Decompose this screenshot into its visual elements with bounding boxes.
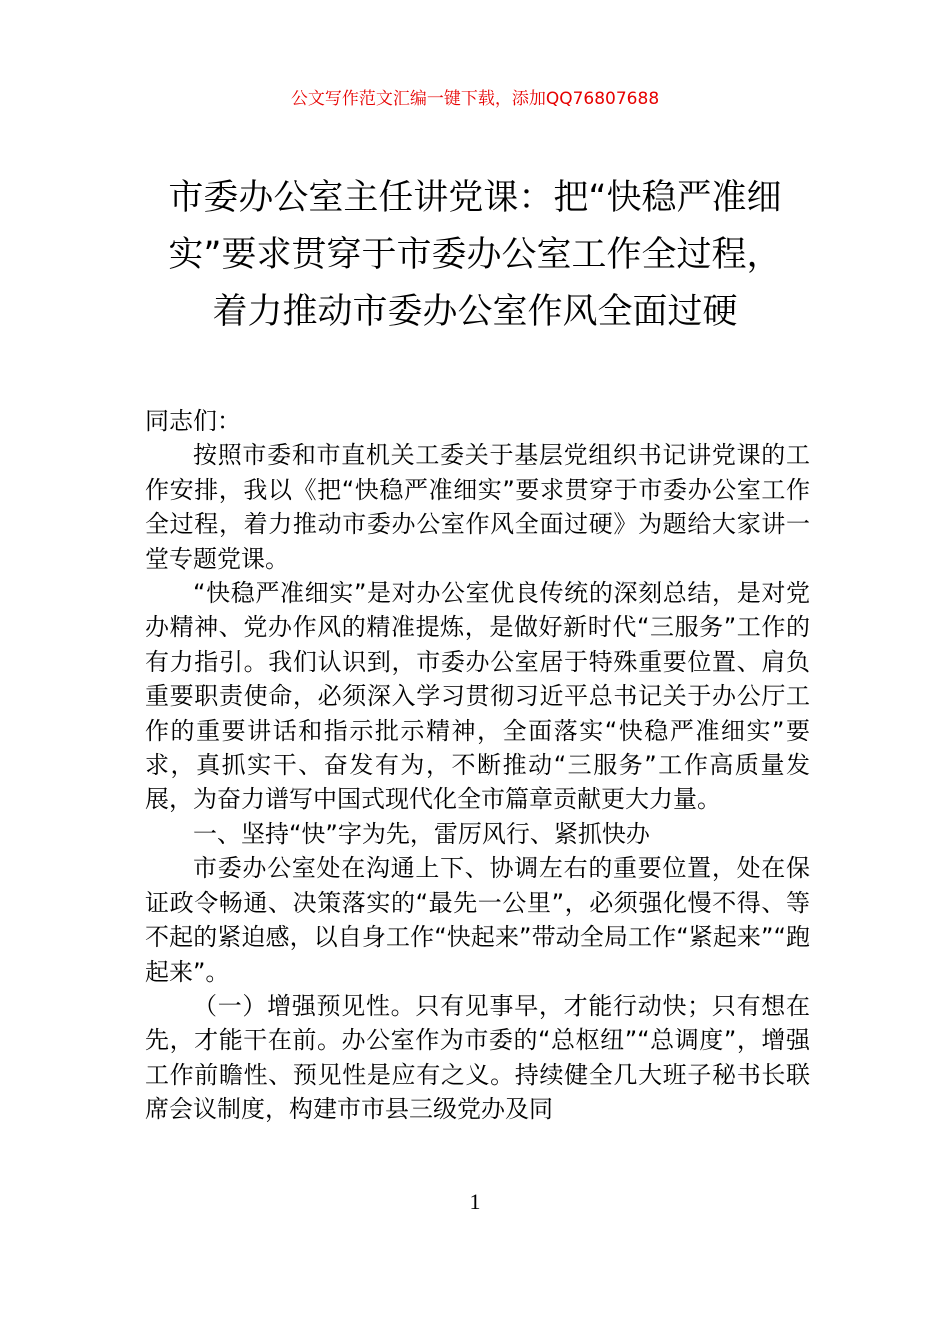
paragraph: （一）增强预见性。只有见事早，才能行动快；只有想在先，才能干在前。办公室作为市委的“总枢纽”“总调度”，增强工作前瞻性、预见性是应有之义。持续健全几大班子秘书长联席会议制度，构建市市县三级党办及同 [145, 991, 810, 1124]
paragraph: 按照市委和市直机关工委关于基层党组织书记讲党课的工作安排，我以《把“快稳严准细实”要求贯穿于市委办公室工作全过程，着力推动市委办公室作风全面过硬》为题给大家讲一堂专题党课。 [145, 441, 810, 573]
section-heading: 一、坚持“快”字为先，雷厉风行、紧抓快办 [193, 819, 650, 848]
document-title [120, 170, 830, 341]
title-line: 实”要求贯穿于市委办公室工作全过程， [168, 235, 782, 275]
title-line: 市委办公室主任讲党课：把“快稳严准细 [168, 178, 782, 218]
paragraph: 市委办公室处在沟通上下、协调左右的重要位置，处在保证政令畅通、决策落实的“最先一公里”，必须强化慢不得、等不起的紧迫感，以自身工作“快起来”带动全局工作“紧起来”“跑起来”。 [145, 854, 810, 986]
page-number: 1 [469, 1189, 481, 1214]
download-notice: 公文写作范文汇编一键下载，添加QQ76807688 [290, 89, 660, 109]
title-line: 着力推动市委办公室作风全面过硬 [212, 292, 738, 332]
paragraph: “快稳严准细实”是对办公室优良传统的深刻总结，是对党办精神、党办作风的精准提炼，是做好新时代“三服务”工作的有力指引。我们认识到，市委办公室居于特殊重要位置、肩负重要职责使命，必须深入学习贯彻习近平总书记关于办公厅工作的重要讲话和指示批示精神，全面落实“快稳严准细实”要求，真抓实干、奋发有为，不断推动“三服务”工作高质量发展，为奋力谱写中国式现代化全市篇章贡献更大力量。 [145, 579, 810, 814]
salutation: 同志们： [145, 407, 241, 435]
document-body [145, 404, 810, 1127]
